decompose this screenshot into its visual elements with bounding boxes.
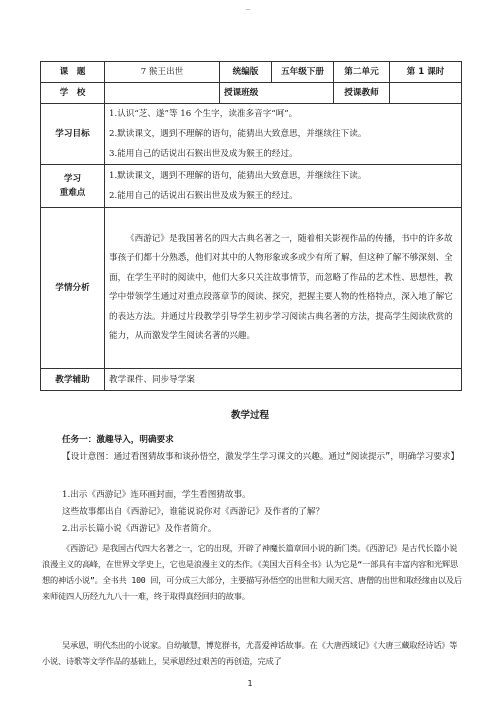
goal-item: 2.默读课文，遇到不理解的语句，能猜出大致意思，并继续往下读。 xyxy=(109,129,367,139)
key-points-label xyxy=(41,165,105,208)
table-row xyxy=(41,104,462,165)
key-label-line: 重难点 xyxy=(59,188,86,198)
step-1-question: 这些故事都出自《西游记》，谁能说说你对《西游记》及作者的了解？ xyxy=(62,507,325,517)
process-title: 教学过程 xyxy=(230,410,269,421)
goal-item: 1.认识“芝、遂”等 16 个生字，读准多音字“呵”。 xyxy=(109,109,298,119)
table-row xyxy=(41,208,462,369)
edition: 统编版 xyxy=(220,62,272,83)
school-label: 学 校 xyxy=(41,83,105,104)
header-mark xyxy=(246,9,250,10)
page-number: 1 xyxy=(247,679,253,688)
grade: 五年级下册 xyxy=(272,62,334,83)
table-row xyxy=(41,83,462,104)
goals-label: 学习目标 xyxy=(41,104,105,165)
table-row xyxy=(41,62,462,83)
lesson-info-table xyxy=(40,61,462,391)
lesson-title: 7 猴王出世 xyxy=(105,62,220,83)
unit: 第二单元 xyxy=(334,62,390,83)
table-row xyxy=(41,369,462,391)
key-point-item: 2.能用自己的话说出石猴出世及成为猴王的经过。 xyxy=(109,191,298,201)
key-points-cell xyxy=(105,165,462,208)
period: 第 1 课时 xyxy=(390,62,462,83)
step-1: 1.出示《西游记》连环画封面，学生看图猜故事。 xyxy=(62,490,251,500)
analysis-label: 学情分析 xyxy=(41,208,105,369)
step-2: 2.出示长篇小说《西游记》及作者简介。 xyxy=(62,524,217,534)
aids-text: 教学课件、同步导学案 xyxy=(105,369,462,391)
goal-item: 3.能用自己的话说出石猴出世及成为猴王的经过。 xyxy=(109,149,298,159)
teacher-value xyxy=(390,83,462,104)
key-point-item: 1.默读课文，遇到不理解的语句，能猜出大致意思，并继续往下读。 xyxy=(109,171,367,181)
key-label-line: 学习 xyxy=(63,174,82,184)
goals-cell xyxy=(105,104,462,165)
design-intent: 【设计意图：通过看图猜故事和谈孙悟空，激发学生学习课文的兴趣。通过“阅读提示”，明确学习要求】 xyxy=(62,452,460,462)
analysis-text: 《西游记》是我国著名的四大古典名著之一，随着相关影视作品的传播，书中的许多故事孩子们都十分熟悉，他们对其中的人物形象或多或少有所了解，但这种了解不够深刻、全面，在学生平时的阅读中，他们大多只关注故事情节，而忽略了作品的艺术性、思想性，教学中带领学生通过对重点段落章节的阅读、探究，把握主要人物的性格特点，深入地了解它的表达方法。并通过片段教学引导学生初步学习阅读古典名著的方法，提高学生阅读欣赏的能力，从而激发学生阅读名著的兴趣。 xyxy=(105,208,462,369)
teacher-label: 授课教师 xyxy=(334,83,390,104)
class-label: 授课班级 xyxy=(220,83,334,104)
task-heading: 任务一：激趣导入，明确要求 xyxy=(62,435,174,445)
table-row xyxy=(41,165,462,208)
author-paragraph: 吴承恩，明代杰出的小说家。自幼敏慧，博览群书，尤喜爱神话故事。在《大唐西域记》《大唐三藏取经诗话》等小说、诗歌等文学作品的基础上，吴承恩经过艰苦的再创造，完成了 xyxy=(42,640,458,666)
story-paragraph: 《西游记》是我国古代四大名著之一，它的出现，开辟了神魔长篇章回小说的新门类。《西游记》是古代长篇小说浪漫主义的高峰，在世界文学史上，它也是浪漫主义的杰作。《美国大百科全书》认为它是“一部具有丰富内容和光辉思想的神话小说”。全书共 100 回，可分成三大部分，主要描写孙悟空的出世和大闹天宫、唐僧的出世和取经缘由以及后来师徒四人历经九九八十一难，终于取得真经回归的故事。 xyxy=(42,543,462,601)
lesson-label: 课 题 xyxy=(41,62,105,83)
school-value xyxy=(105,83,220,104)
aids-label: 教学辅助 xyxy=(41,369,105,391)
